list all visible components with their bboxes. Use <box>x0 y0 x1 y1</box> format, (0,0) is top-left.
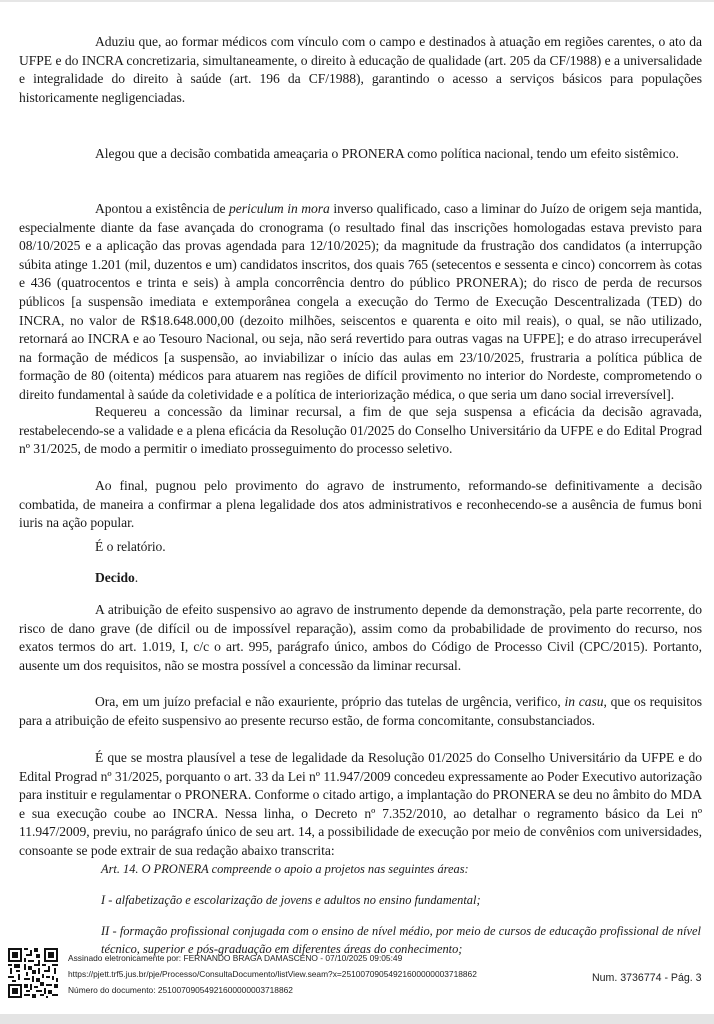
paragraph-text: inverso qualificado, caso a liminar do Juízo de origem seja mantida, especialmente diante da fase avançada do cronograma (o resultado final das inscrições homologadas estava previsto para 08/10/2025 e a aplicação das provas agendada para 12/10/2025); da magnitude da frustração dos candidatos (a interrupção súbita atinge 1.201 (mil, duzentos e um) candidatos inscritos, dos quais 765 (setecentos e sessenta e cinco) concorrem às cotas e 436 (quatrocentos e trinta e seis) à ampla concorrência dentro do público PRONERA); do risco de perda de recursos públicos [a suspensão imediata e extemporânea congela a execução do Termo de Execução Descentralizada (TED) do INCRA, no valor de R$18.648.000,00 (dezoito milhões, seiscentos e quarenta e oito mil reais), o qual, se não utilizado, retornará ao INCRA e ao Tesouro Nacional, ou seja, não será revertido para outras vagas na UFPE]; e do atraso irrecuperável na formação de médicos [a suspensão, ao inviabilizar o início das aulas em 23/10/2025, frustraria a política pública de formação de 80 (oitenta) médicos para atuarem nas regiões de difícil provimento no interior do Nordeste, comprometendo o direito fundamental à saúde da coletividade e a política de interiorização médica, o que seria um dano social irreversível]. <box>19 201 702 402</box>
signature-footer <box>0 944 714 1024</box>
quote-item-i: I - alfabetização e escolarização de jovens e adultos no ensino fundamental; <box>101 893 481 907</box>
paragraph-aduziu <box>19 33 702 107</box>
paragraph-requereu <box>19 403 702 459</box>
signed-by-text: Assinado eletronicamente por: FERNANDO BRAGA DAMASCENO - 07/10/2025 09:05:49 <box>68 953 403 963</box>
paragraph-relatorio <box>19 538 702 557</box>
paragraph-ao-final <box>19 477 702 533</box>
top-edge <box>0 0 714 2</box>
latin-term: periculum in mora <box>229 201 330 216</box>
paragraph-plausivel <box>19 749 702 861</box>
paragraph-ora <box>19 693 702 730</box>
paragraph-text: Alegou que a decisão combatida ameaçaria o PRONERA como política nacional, tendo um efeito sistêmico. <box>95 146 679 161</box>
paragraph-text: Apontou a existência de <box>95 201 230 216</box>
paragraph-text: Ora, em um juízo prefacial e não exauriente, próprio das tutelas de urgência, verifico, <box>95 694 565 709</box>
paragraph-alegou <box>19 145 702 164</box>
paragraph-text: . <box>134 570 139 585</box>
paragraph-atribuicao <box>19 601 702 675</box>
decido-heading: Decido <box>95 570 135 585</box>
paragraph-text: Ao final, pugnou pelo provimento do agravo de instrumento, reformando-se definitivamente a decisão combatida, de maneira a confirmar a plena legalidade dos atos administrativos e reconhecendo-se a ausência de fumus boni iuris na ação popular. <box>19 478 702 531</box>
paragraph-text: É o relatório. <box>95 539 166 554</box>
document-url-link[interactable]: https://pjett.trf5.jus.br/pje/Processo/ConsultaDocumento/listView.seam?x=25100709054921600000003718862 <box>68 969 477 979</box>
paragraph-decido <box>19 569 702 588</box>
quote-art14: Art. 14. O PRONERA compreende o apoio a projetos nas seguintes áreas: <box>101 862 469 876</box>
paragraph-text: Aduziu que, ao formar médicos com vínculo com o campo e destinados à atuação em regiões carentes, o ato da UFPE e do INCRA concretizaria, simultaneamente, o direito à educação de qualidade (art. 205 da CF/1988) e a universalidade e integralidade do direito à saúde (art. 196 da CF/1988), garantindo o acesso a serviços básicos para populações historicamente negligenciadas. <box>19 34 702 105</box>
paragraph-text: A atribuição de efeito suspensivo ao agravo de instrumento depende da demonstração, pela parte recorrente, do risco de dano grave (de difícil ou de impossível reparação), assim como da probabilidade de provimento do recurso, nos exatos termos do art. 1.019, I, c/c o art. 995, parágrafo único, ambos do Código de Processo Civil (CPC/2015). Portanto, ausente um dos requisitos, não se mostra possível a concessão da liminar recursal. <box>19 602 702 673</box>
quote-item-ii: II - formação profissional conjugada com o ensino de nível médio, por meio de cursos de educação profissional de nível técnico, superior e pós-graduação em diferentes áreas do conhecimento; <box>101 924 701 957</box>
paragraph-text: É que se mostra plausível a tese de legalidade da Resolução 01/2025 do Conselho Universitário da UFPE e do Edital Prograd nº 31/2025, porquanto o art. 33 da Lei nº 11.947/2009 concedeu expressamente ao Poder Executivo autorização para instituir e regulamentar o PRONERA. Conforme o citado artigo, a implantação do PRONERA se deu no âmbito do MDA e sua execução coube ao INCRA. Nessa linha, o Decreto nº 7.352/2010, ao detalhar o regramento básico da Lei nº 11.947/2009, previu, no parágrafo único de seu art. 14, a possibilidade de execução por meio de convênios com universidades, consoante se pode extrair de sua redação abaixo transcrita: <box>19 750 702 858</box>
page-number: Num. 3736774 - Pág. 3 <box>592 972 702 984</box>
latin-term: in casu <box>564 694 604 709</box>
qr-code-icon[interactable] <box>8 948 58 998</box>
paragraph-text: , que os requisitos para a atribuição de efeito suspensivo ao presente recurso estão, de forma concomitante, consubstanciados. <box>19 694 702 728</box>
document-number-text: Número do documento: 25100709054921600000003718862 <box>68 985 293 995</box>
paragraph-apontou <box>19 200 702 405</box>
paragraph-text: Requereu a concessão da liminar recursal, a fim de que seja suspensa a eficácia da decisão agravada, restabelecendo-se a validade e a plena eficácia da Resolução 01/2025 do Conselho Universitário da UFPE e do Edital Prograd nº 31/2025, de modo a permitir o imediato prosseguimento do processo seletivo. <box>19 404 702 457</box>
bottom-edge <box>0 1014 714 1024</box>
